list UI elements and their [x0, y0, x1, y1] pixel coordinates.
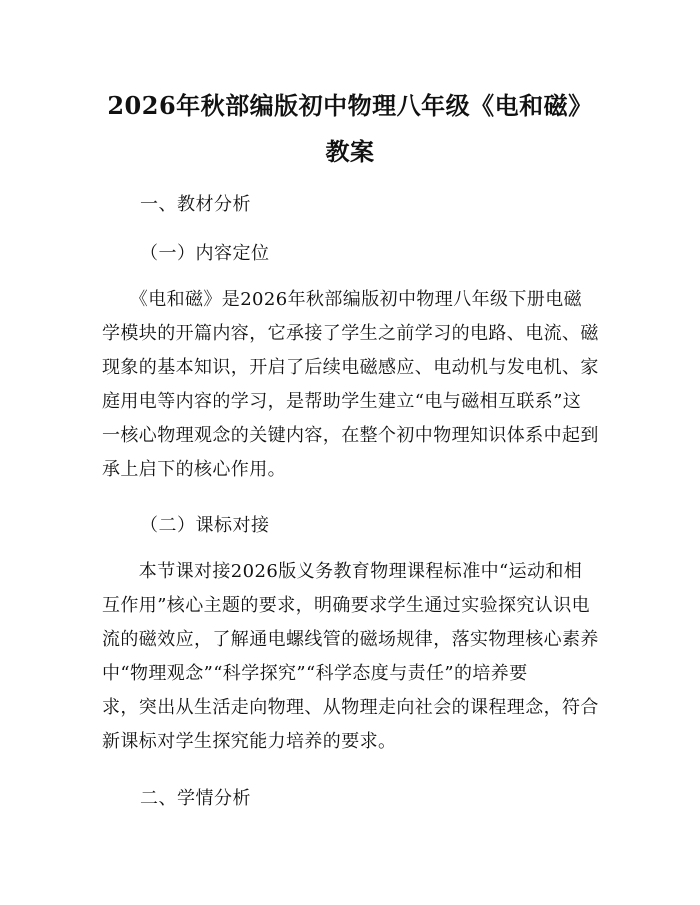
paragraph-line: 本节课对接2026版义务教育物理课程标准中“运动和相 — [102, 561, 583, 582]
paragraph-line: 中“物理观念”“科学探究”“科学态度与责任”的培养要 — [102, 663, 528, 684]
paragraph-line: 新课标对学生探究能力培养的要求。 — [102, 731, 397, 752]
subsection-heading-curriculum-alignment: （二）课标对接 — [140, 515, 270, 536]
paragraph-line: 庭用电等内容的学习，是帮助学生建立“电与磁相互联系”这 — [102, 391, 582, 412]
paragraph-content-positioning — [102, 283, 598, 487]
paragraph-line: 互作用”核心主题的要求，明确要求学生通过实验探究认识电 — [102, 595, 590, 616]
subsection-heading-content-positioning: （一）内容定位 — [140, 243, 270, 264]
paragraph-line: 求，突出从生活走向物理、从物理走向社会的课程理念，符合 — [102, 697, 599, 718]
paragraph-line: 学模块的开篇内容，它承接了学生之前学习的电路、电流、磁 — [102, 323, 599, 344]
section-heading-student-analysis: 二、学情分析 — [140, 788, 251, 809]
paragraph-line: 流的磁效应，了解通电螺线管的磁场规律，落实物理核心素养 — [102, 629, 599, 650]
document-title-line-2: 教案 — [325, 137, 375, 166]
paragraph-line: 承上启下的核心作用。 — [102, 459, 286, 480]
paragraph-line: 现象的基本知识，开启了后续电磁感应、电动机与发电机、家 — [102, 357, 599, 378]
paragraph-curriculum-alignment — [102, 555, 598, 759]
section-heading-teaching-material-analysis: 一、教材分析 — [140, 194, 251, 215]
paragraph-line: 《电和磁》是2026年秋部编版初中物理八年级下册电磁 — [102, 289, 583, 310]
paragraph-line: 一核心物理观念的关键内容，在整个初中物理知识体系中起到 — [102, 425, 599, 446]
document-title-line-1: 2026年秋部编版初中物理八年级《电和磁》 — [107, 91, 593, 120]
